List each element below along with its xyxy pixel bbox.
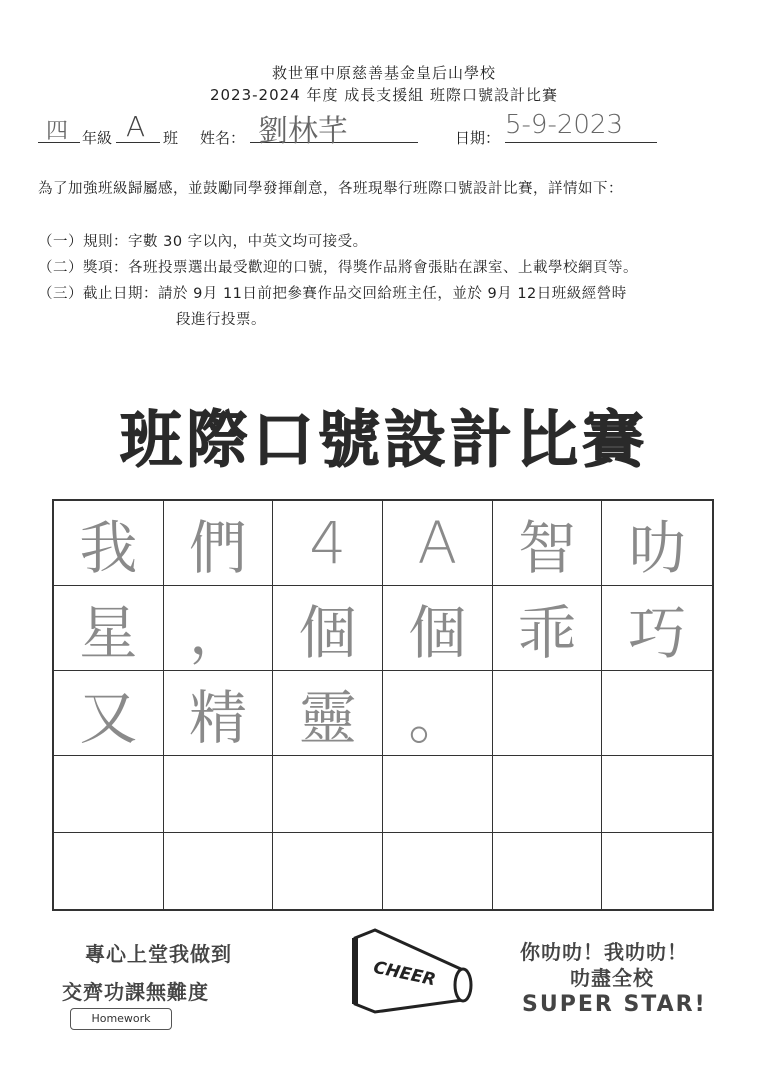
rule-text: 獎項：各班投票選出最受歡迎的口號，得獎作品將會張貼在課室、上載學校網頁等。 (83, 260, 638, 276)
grid-cell[interactable]: 巧 (602, 586, 712, 671)
grid-cell[interactable] (54, 833, 164, 910)
footer-slogan-line2: 交齊功課無難度 (62, 980, 209, 1004)
rule-continuation: 段進行投票。 (176, 312, 266, 328)
grid-cell[interactable] (273, 833, 383, 910)
footer-right-line3: SUPER STAR! (522, 992, 707, 1017)
grid-cell[interactable]: 又 (54, 671, 164, 756)
grid-cell[interactable] (54, 756, 164, 833)
grid-cell[interactable] (164, 756, 274, 833)
class-label: 班 (163, 129, 179, 147)
name-field[interactable] (250, 114, 418, 149)
grid-cell[interactable]: 智 (493, 501, 603, 586)
footer-right-line2: 叻盡全校 (570, 966, 654, 990)
grade-value: 四 (46, 119, 69, 144)
class-field[interactable] (116, 110, 160, 143)
grid-cell[interactable]: 精 (164, 671, 274, 756)
footer-slogan-line1: 專心上堂我做到 (85, 942, 232, 966)
grid-cell[interactable]: 乖 (493, 586, 603, 671)
grid-cell[interactable]: 個 (383, 586, 493, 671)
rule-text: 規則：字數 30 字以內，中英文均可接受。 (83, 234, 368, 250)
grid-cell[interactable]: 4 (273, 501, 383, 586)
grid-cell[interactable] (493, 671, 603, 756)
competition-subtitle: 2023-2024 年度 成長支援組 班際口號設計比賽 (209, 86, 559, 104)
rule-text: 截止日期：請於 9月 11日前把參賽作品交回給班主任，並於 9月 12日班級經營時 (83, 286, 627, 302)
grid-cell[interactable] (602, 671, 712, 756)
footer-right-line1: 你叻叻！我叻叻！ (520, 940, 688, 964)
grid-cell[interactable]: 我 (54, 501, 164, 586)
grid-cell[interactable]: 。 (383, 671, 493, 756)
name-label: 姓名： (200, 129, 246, 147)
rule-item (38, 229, 758, 255)
rules-list (38, 229, 758, 333)
grid-cell[interactable] (602, 833, 712, 910)
megaphone-icon (345, 920, 475, 1020)
rule-number: （一） (38, 234, 83, 250)
grid-cell[interactable]: 叻 (602, 501, 712, 586)
grid-cell[interactable] (602, 756, 712, 833)
date-label: 日期： (455, 129, 501, 147)
date-field[interactable] (505, 110, 657, 143)
rule-number: （二） (38, 260, 83, 276)
grid-cell[interactable] (493, 756, 603, 833)
homework-badge: Homework (70, 1008, 172, 1030)
rule-item (38, 255, 758, 281)
grid-cell[interactable]: 們 (164, 501, 274, 586)
grid-cell[interactable]: A (383, 501, 493, 586)
rule-number: （三） (38, 286, 83, 302)
grid-cell[interactable]: ， (164, 586, 274, 671)
cheer-label: CHEER (371, 957, 438, 991)
grid-cell[interactable]: 靈 (273, 671, 383, 756)
grade-label: 年級 (82, 129, 113, 147)
rule-item (38, 281, 758, 307)
grade-field[interactable] (38, 119, 80, 144)
name-value: 劉林芊 (258, 114, 348, 149)
grid-cell[interactable] (493, 833, 603, 910)
grid-cell[interactable]: 個 (273, 586, 383, 671)
grid-cell[interactable] (383, 833, 493, 910)
class-value: A (126, 110, 146, 143)
date-value: 5-9-2023 (505, 110, 624, 140)
grid-cell[interactable] (273, 756, 383, 833)
grid-cell[interactable]: 星 (54, 586, 164, 671)
school-name: 救世軍中原慈善基金皇后山學校 (271, 64, 496, 82)
grid-cell[interactable] (383, 756, 493, 833)
grid-cell[interactable] (164, 833, 274, 910)
big-title: 班際口號設計比賽 (119, 403, 648, 476)
slogan-grid (52, 499, 714, 911)
intro-text: 為了加強班級歸屬感，並鼓勵同學發揮創意，各班現舉行班際口號設計比賽，詳情如下： (38, 181, 623, 197)
